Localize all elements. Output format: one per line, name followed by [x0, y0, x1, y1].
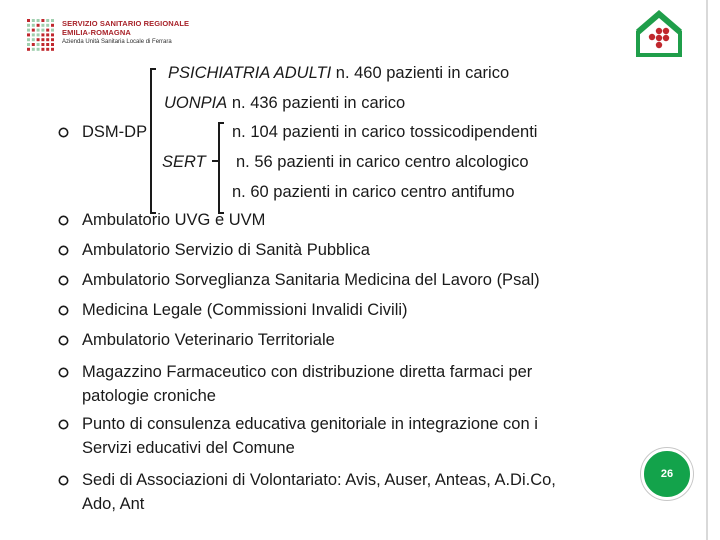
bullet-icon — [58, 245, 69, 256]
dsm-bracket — [150, 68, 158, 214]
logo-line-3: Azienda Unità Sanitaria Locale di Ferrara — [62, 39, 172, 45]
list-item-continuation: Ado, Ant — [82, 495, 145, 513]
list-item-continuation: Servizi educativi del Comune — [82, 439, 295, 457]
logo-dot — [27, 24, 30, 27]
sert-connector — [212, 160, 218, 162]
list-item: Sedi di Associazioni di Volontariato: Avis, Auser, Anteas, A.Di.Co, — [82, 471, 556, 489]
sert-bracket — [218, 122, 226, 214]
logo-dot — [46, 24, 49, 27]
logo-dot — [51, 24, 54, 27]
bullet-icon — [58, 475, 69, 486]
logo-dot — [51, 38, 54, 41]
logo-dot — [37, 19, 40, 22]
bullet-icon — [58, 275, 69, 286]
logo-text — [62, 19, 189, 47]
logo-dot — [46, 43, 49, 46]
logo-dot — [32, 43, 35, 46]
logo-dot — [37, 38, 40, 41]
page-number-badge: 26 — [641, 448, 693, 500]
logo-dot — [37, 43, 40, 46]
list-item: Magazzino Farmaceutico con distribuzione diretta farmaci per — [82, 363, 533, 381]
logo-dot — [46, 29, 49, 32]
logo-line-1: SERVIZIO SANITARIO REGIONALE — [62, 19, 190, 28]
psichiatria-count: n. 460 pazienti in carico — [331, 64, 510, 82]
psichiatria-name: PSICHIATRIA ADULTI — [168, 64, 332, 82]
logo-dot — [37, 33, 40, 36]
list-item: Ambulatorio Veterinario Territoriale — [82, 331, 335, 349]
list-item: Ambulatorio Servizio di Sanità Pubblica — [82, 241, 370, 259]
logo-dot — [41, 38, 44, 41]
logo-dot — [37, 29, 40, 32]
logo-dot — [32, 33, 35, 36]
list-item: Ambulatorio Sorveglianza Sanitaria Medicina del Lavoro (Psal) — [82, 271, 540, 289]
logo-dot — [41, 43, 44, 46]
logo-dot — [51, 48, 54, 51]
ssr-logo — [26, 18, 196, 52]
bullet-icon — [58, 215, 69, 226]
sert-line-3: n. 60 pazienti in carico centro antifumo — [232, 183, 515, 201]
logo-dot — [27, 29, 30, 32]
uonpia-count: n. 436 pazienti in carico — [227, 94, 406, 112]
logo-dot — [46, 48, 49, 51]
uonpia-line — [164, 93, 405, 113]
logo-dot — [32, 24, 35, 27]
dsm-label: DSM-DP — [82, 123, 148, 141]
bullet-icon — [58, 305, 69, 316]
logo-dot — [32, 48, 35, 51]
logo-dot — [41, 48, 44, 51]
logo-dot — [41, 19, 44, 22]
logo-dot — [27, 19, 30, 22]
list-item: Medicina Legale (Commissioni Invalidi Civili) — [82, 301, 408, 319]
sert-name: SERT — [162, 153, 206, 171]
logo-dot — [32, 19, 35, 22]
list-item-continuation: patologie croniche — [82, 387, 216, 405]
sert-line-2: n. 56 pazienti in carico centro alcologico — [236, 153, 529, 171]
bullet-icon — [58, 367, 69, 378]
logo-dot — [51, 29, 54, 32]
list-item: Punto di consulenza educativa genitoriale in integrazione con i — [82, 415, 538, 433]
logo-dot — [37, 48, 40, 51]
logo-dot — [46, 38, 49, 41]
psichiatria-line — [168, 63, 509, 83]
logo-dot — [41, 29, 44, 32]
bullet-icon — [58, 419, 69, 430]
logo-dot-grid-icon — [26, 18, 56, 52]
list-item: Ambulatorio UVG e UVM — [82, 211, 266, 229]
bullet-icon — [58, 335, 69, 346]
right-divider — [706, 0, 708, 540]
logo-dot — [51, 33, 54, 36]
uonpia-name: UONPIA — [164, 94, 228, 112]
bullet-icon — [58, 127, 69, 138]
home-icon[interactable] — [634, 10, 684, 58]
logo-dot — [46, 33, 49, 36]
sert-line-1: n. 104 pazienti in carico tossicodipendenti — [232, 123, 538, 141]
logo-dot — [51, 19, 54, 22]
logo-dot — [27, 43, 30, 46]
logo-dot — [27, 48, 30, 51]
logo-dot — [51, 43, 54, 46]
logo-dot — [27, 38, 30, 41]
logo-dot — [32, 38, 35, 41]
logo-dot — [41, 24, 44, 27]
logo-dot — [32, 29, 35, 32]
logo-dot — [46, 19, 49, 22]
logo-line-2: EMILIA-ROMAGNA — [62, 28, 131, 37]
logo-dot — [27, 33, 30, 36]
logo-dot — [37, 24, 40, 27]
logo-dot — [41, 33, 44, 36]
